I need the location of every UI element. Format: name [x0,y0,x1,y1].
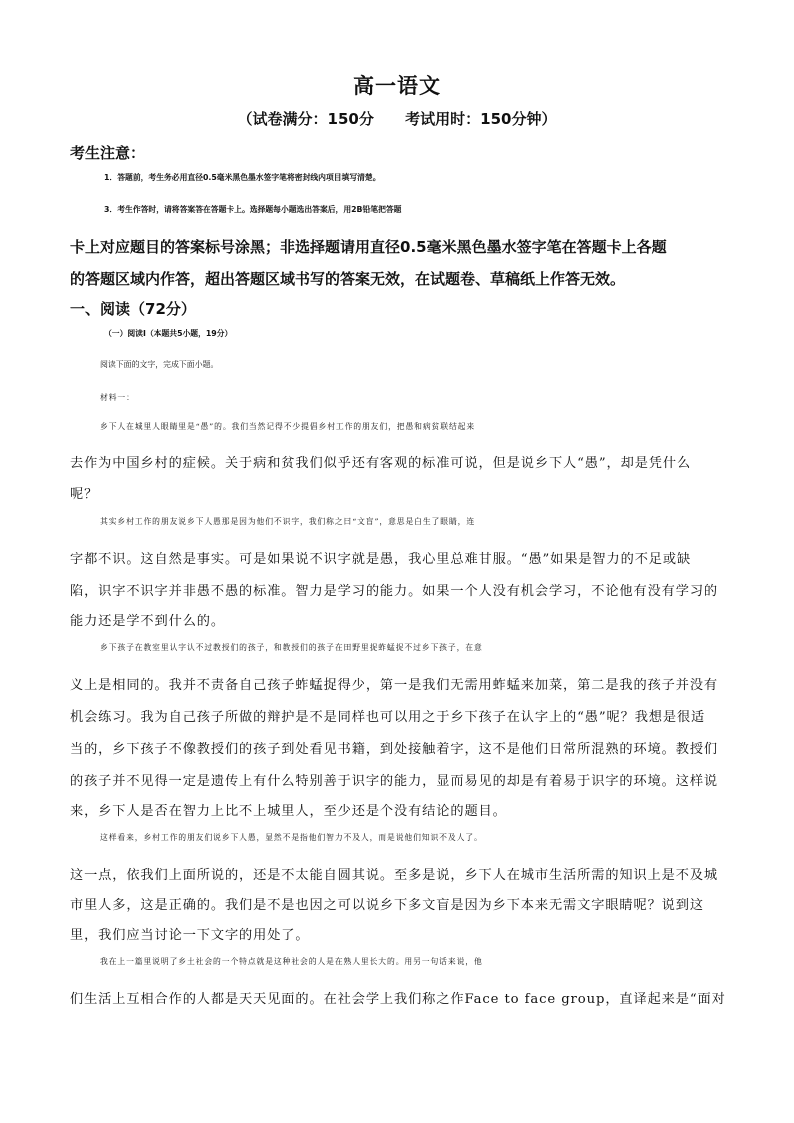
passage-line: 乡下人在城里人眼睛里是“愚”的。我们当然记得不少提倡乡村工作的朋友们，把愚和病贫联结起来 [100,422,476,431]
passage-line: 这一点，依我们上面所说的，还是不太能自圆其说。至多是说，乡下人在城市生活所需的知识上是不及城 [70,868,719,883]
reading-instruction: 阅读下面的文字，完成下面小题。 [100,360,219,369]
exam-title: 高一语文 [353,74,441,98]
passage-line: 其实乡村工作的朋友说乡下人愚那是因为他们不识字，我们称之曰“文盲”，意思是白生了眼睛，连 [100,517,476,526]
passage-line: 的孩子并不见得一定是遗传上有什么特别善于识字的能力，显而易见的却是有着易于识字的环境。这样说 [70,774,719,789]
passage-line: 呢？ [70,487,99,502]
passage-line: 我在上一篇里说明了乡土社会的一个特点就是这种社会的人是在熟人里长大的。用另一句话来说，他 [100,957,483,966]
passage-line: 字都不识。这自然是事实。可是如果说不识字就是愚，我心里总难甘服。“愚”如果是智力的不足或缺 [70,552,692,567]
passage-line: 能力还是学不到什么的。 [70,614,225,629]
passage-line: 们生活上互相合作的人都是天天见面的。在社会学上我们称之作Face to face group，直译起来是“面对 [70,992,726,1007]
passage-line: 当的，乡下孩子不像教授们的孩子到处看见书籍，到处接触着字，这不是他们日常所混熟的环境。教授们 [70,742,719,757]
section-heading: 一、阅读（72分） [70,300,196,318]
passage-line: 这样看来，乡村工作的朋友们说乡下人愚，显然不是指他们智力不及人，而是说他们知识不及人了。 [100,833,483,842]
material-label: 材料一： [100,393,135,402]
passage-line: 陷，识字不识字并非愚不愚的标准。智力是学习的能力。如果一个人没有机会学习，不论他有没有学习的 [70,584,719,599]
section-subheading: （一）阅读Ⅰ（本题共5小题，19分） [104,329,233,338]
notice-item-3-line-1: 3．考生作答时，请将答案答在答题卡上。选择题每小题选出答案后，用2B铅笔把答题 [104,205,402,214]
passage-line: 去作为中国乡村的症候。关于病和贫我们似乎还有客观的标准可说，但是说乡下人“愚”，却是凭什么 [70,456,692,471]
passage-line: 乡下孩子在教室里认字认不过教授们的孩子，和教授们的孩子在田野里捉蚱蜢捉不过乡下孩子，在意 [100,643,483,652]
passage-line: 义上是相同的。我并不责备自己孩子蚱蜢捉得少，第一是我们无需用蚱蜢来加菜，第二是我的孩子并没有 [70,678,719,693]
passage-line: 机会练习。我为自己孩子所做的辩护是不是同样也可以用之于乡下孩子在认字上的“愚”呢？我想是很适 [70,710,706,725]
passage-line: 来，乡下人是否在智力上比不上城里人，至少还是个没有结论的题目。 [70,804,507,819]
notice-item-1: 1．答题前，考生务必用直径0.5毫米黑色墨水签字笔将密封线内项目填写清楚。 [104,173,381,182]
notice-item-3-line-3: 的答题区域内作答，超出答题区域书写的答案无效，在试题卷、草稿纸上作答无效。 [70,270,626,288]
passage-line: 市里人多，这是正确的。我们是不是也因之可以说乡下多文盲是因为乡下本来无需文字眼睛呢？说到这 [70,898,704,913]
exam-subtitle: （试卷满分：150分 考试用时：150分钟） [237,110,557,128]
notice-heading: 考生注意： [70,144,146,162]
passage-line: 里，我们应当讨论一下文字的用处了。 [70,928,310,943]
notice-item-3-line-2: 卡上对应题目的答案标号涂黑；非选择题请用直径0.5毫米黑色墨水签字笔在答题卡上各题 [70,238,667,256]
